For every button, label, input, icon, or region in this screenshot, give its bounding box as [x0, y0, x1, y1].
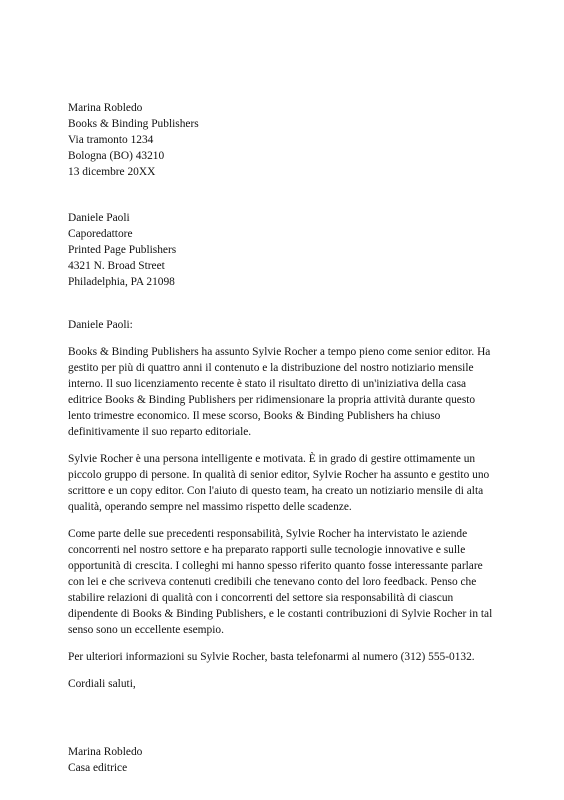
body-paragraph-3: Come parte delle sue precedenti responsabilità, Sylvie Rocher ha intervistato le aziende concorrenti nel nostro settore e ha preparato rapporti sulle tecnologie innovative e sulle opportunità di crescita. I colleghi mi hanno spesso riferito quanto fosse interessante parlare con lei e che scriveva contenuti credibili che tenevano conto del loro feedback. Penso che stabilire relazioni di qualità con i concorrenti del settore sia responsabilità di ciascun dipendente di Books & Binding Publishers, e le costanti contribuzioni di Sylvie Rocher in tal senso sono un eccellente esempio.: [68, 528, 493, 636]
body-paragraph-2: Sylvie Rocher è una persona intelligente e motivata. È in grado di gestire ottimamente un piccolo gruppo di persone. In qualità di senior editor, Sylvie Rocher ha assunto e gestito uno scrittore e un copy editor. Con l'aiuto di questo team, ha creato un notiziario mensile di alta qualità, operando sempre nel massimo rispetto delle scadenze.: [68, 453, 490, 513]
recipient-street: 4321 N. Broad Street: [68, 260, 165, 272]
signature-name: Marina Robledo: [68, 746, 143, 758]
sender-address: [68, 100, 500, 180]
body-paragraph-1: Books & Binding Publishers ha assunto Sylvie Rocher a tempo pieno come senior editor. Ha gestito per più di quattro anni il contenuto e la distribuzione del nostro notiziario mensile interno. Il suo licenziamento recente è stato il risultato diretto di un'iniziativa della casa editrice Books & Binding Publishers per ridimensionare la propria attività durante questo lento trimestre economico. Il mese scorso, Books & Binding Publishers ha chiuso definitivamente il suo reparto editoriale.: [68, 346, 491, 438]
sender-street: Via tramonto 1234: [68, 134, 154, 146]
letter-date: 13 dicembre 20XX: [68, 166, 156, 178]
recipient-city: Philadelphia, PA 21098: [68, 276, 175, 288]
salutation: Daniele Paoli:: [68, 319, 133, 331]
closing: Cordiali saluti,: [68, 678, 136, 690]
sender-city: Bologna (BO) 43210: [68, 150, 165, 162]
signature-block: [68, 744, 500, 776]
recipient-company: Printed Page Publishers: [68, 244, 177, 256]
recipient-name: Daniele Paoli: [68, 212, 130, 224]
sender-name: Marina Robledo: [68, 102, 143, 114]
signature-title: Casa editrice: [68, 762, 128, 774]
sender-company: Books & Binding Publishers: [68, 118, 199, 130]
letter-body: [68, 100, 500, 776]
recipient-title: Caporedattore: [68, 228, 133, 240]
recipient-address: [68, 210, 500, 290]
body-paragraph-4: Per ulteriori informazioni su Sylvie Rocher, basta telefonarmi al numero (312) 555-0132.: [68, 651, 475, 663]
